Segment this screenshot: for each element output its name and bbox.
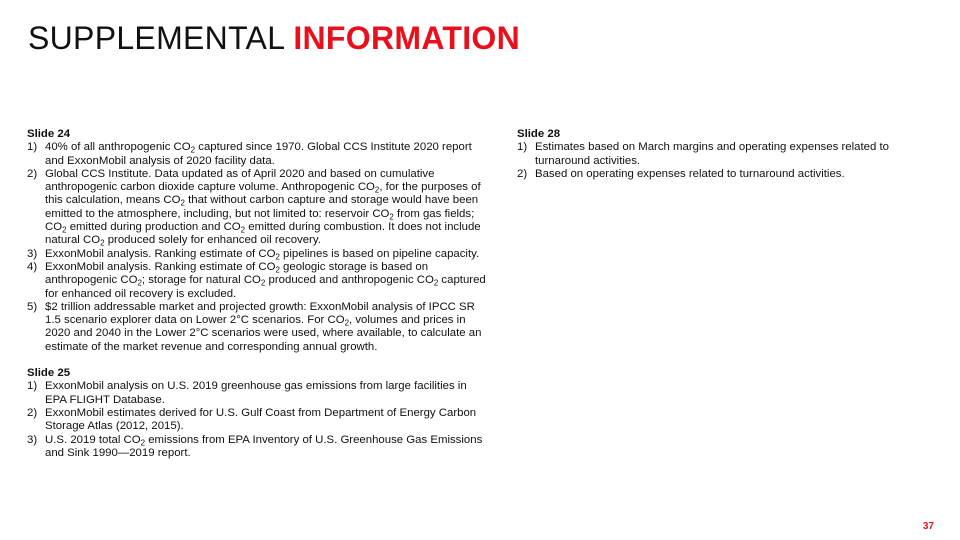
footnote-item [517,168,937,181]
text-run: captured since 1970. Global CCS Institute 2020 report and ExxonMobil analysis of 2020 facility data. [45,141,472,167]
page-title [28,20,520,57]
section-heading: Slide 24 [27,128,71,140]
footnote-list [27,380,487,460]
footnote-item [27,141,487,168]
subscript: 2 [140,437,146,447]
subscript: 2 [275,252,280,262]
subscript: 2 [240,225,246,235]
footnote-number: 1) [27,380,38,393]
text-run: captured for enhanced oil recovery is excluded. [45,274,486,300]
footnote-text [45,261,486,300]
text-run: ExxonMobil analysis. Ranking estimate of CO [45,247,276,260]
footnote-number: 1) [27,141,38,154]
text-run: ; storage for natural CO [141,274,261,287]
footnote-item [27,261,487,301]
text-run: produced and anthropogenic CO [265,274,434,287]
title-light: SUPPLEMENTAL [28,20,285,56]
footnote-list [517,141,937,181]
subscript: 2 [260,278,266,288]
footnote-list [27,141,487,354]
text-run: Estimates based on March margins and operating expenses related to turnaround activities. [535,141,889,167]
subscript: 2 [344,318,350,328]
text-run: from gas fields; CO [45,207,475,234]
footnote-number: 3) [27,433,38,446]
footnote-item [27,434,487,461]
footnote-item [27,248,487,261]
subscript: 2 [180,198,185,208]
text-run: , for the purposes of this calculation, means CO [45,181,481,207]
footnote-text [45,434,482,459]
footnote-text [535,141,889,166]
text-run: ExxonMobil analysis. Ranking estimate of CO [45,260,276,273]
subscript: 2 [62,225,67,235]
text-run: Global CCS Institute. Data updated as of April 2020 and based on cumulative anthropogenic carbon dioxide capture volume. Anthropogenic CO [45,167,435,194]
section-slide-24 [27,128,487,354]
footnote-text [45,141,472,166]
subscript: 2 [100,238,105,248]
text-run: 40% of all anthropogenic CO [45,141,191,154]
footnote-item [27,301,487,354]
text-run: Based on operating expenses related to turnaround activities. [535,167,845,180]
footnote-text [45,168,481,246]
section-slide-25 [27,367,487,460]
footnote-text [45,380,467,405]
text-run: ExxonMobil estimates derived for U.S. Gulf Coast from Department of Energy Carbon Storage Atlas (2012, 2015). [45,406,477,433]
subscript: 2 [190,145,196,155]
footnote-number: 2) [27,167,38,180]
footnote-item [27,168,487,248]
section-slide-28 [517,128,937,181]
text-run: $2 trillion addressable market and projected growth: ExxonMobil analysis of IPCC SR 1.5 scenario explorer data on Lower 2°C scenarios. For CO [45,300,475,327]
text-run: ExxonMobil analysis on U.S. 2019 greenhouse gas emissions from large facilities in EPA FLIGHT Database. [45,380,467,406]
text-run: pipelines is based on pipeline capacity. [279,247,480,260]
footnote-text [45,407,476,432]
subscript: 2 [389,212,394,222]
text-run: emissions from EPA Inventory of U.S. Greenhouse Gas Emissions and Sink 1990—2019 report. [45,433,483,459]
footnote-number: 3) [27,247,38,260]
section-heading: Slide 28 [517,128,561,140]
text-run: produced solely for enhanced oil recovery. [104,234,321,247]
text-run: , volumes and prices in 2020 and 2040 in the Lower 2°C scenarios were used, where available, to calculate an estimate of the market revenue and corresponding annual growth. [45,314,482,353]
footnote-item [27,407,487,434]
footnote-number: 4) [27,260,38,273]
subscript: 2 [137,278,142,288]
right-column [517,128,937,194]
text-run: U.S. 2019 total CO [45,433,141,446]
subscript: 2 [275,265,280,275]
subscript: 2 [433,278,439,288]
footnote-number: 2) [517,167,528,180]
text-run: emitted during production and CO [66,221,241,234]
footnote-number: 1) [517,141,528,154]
footnote-number: 5) [27,300,38,313]
footnote-text [535,168,845,180]
footnote-text [45,248,479,260]
subscript: 2 [374,185,380,195]
text-run: emitted during combustion. It does not include natural CO [45,221,481,247]
text-run: that without carbon capture and storage would have been emitted to the atmosphere, including, but not limited to: reservoir CO [45,194,479,220]
footnote-number: 2) [27,406,38,419]
text-run: geologic storage is based on anthropogenic CO [45,260,429,287]
footnote-item [27,380,487,407]
title-bold: INFORMATION [293,20,521,56]
left-column [27,128,487,473]
section-heading: Slide 25 [27,367,71,380]
footnote-text [45,301,481,353]
footnote-item [517,141,937,168]
page-number: 37 [922,521,934,532]
